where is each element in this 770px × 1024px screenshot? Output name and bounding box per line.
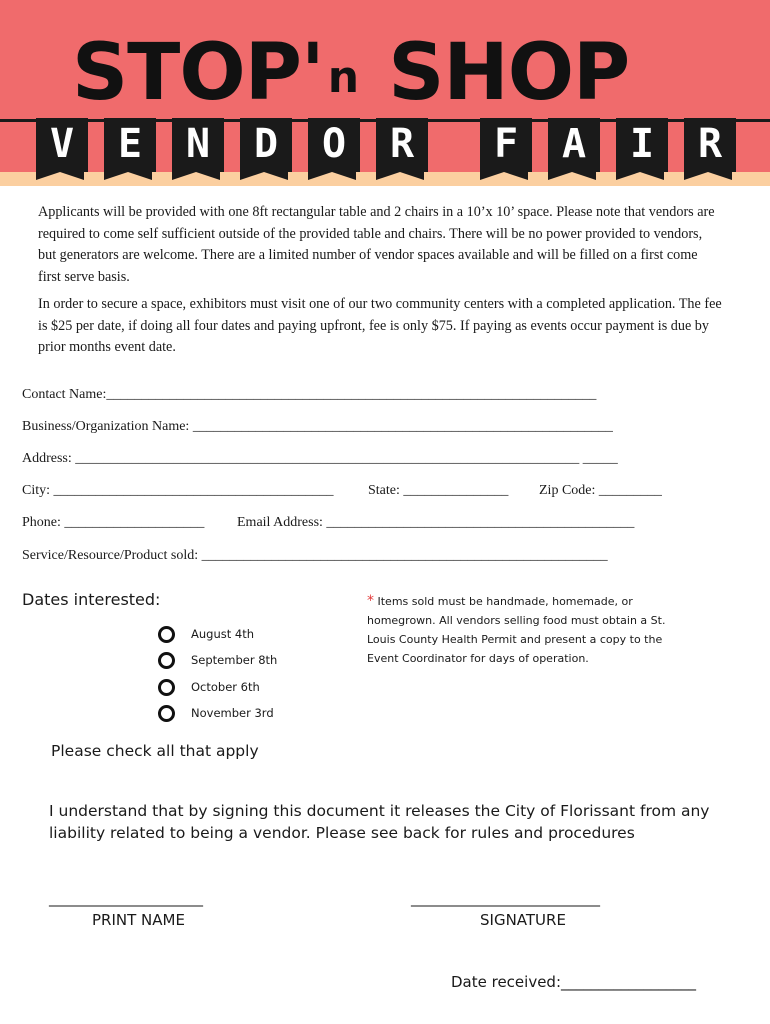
email-field[interactable]: Email Address: ____________________________________________: [237, 515, 635, 530]
dates-interested-label: Dates interested:: [22, 590, 161, 609]
address-field[interactable]: Address: ________________________________________________________________________ _____: [22, 451, 618, 466]
title-n: n: [327, 51, 359, 103]
date-received-field[interactable]: Date received:__________________: [451, 973, 697, 991]
banner-letter: O: [308, 118, 360, 172]
intro-paragraph-1: Applicants will be provided with one 8ft rectangular table and 2 chairs in a 10’x 10’ space. Please note that vendors are required to come self sufficient outside of the provided table and chairs. There will be no power provided to vendors, but generators are welcome. There are a limited number of vendor spaces available and will be filled on a first come first serve basis.: [38, 204, 715, 285]
vendor-requirements-note: [367, 592, 697, 668]
banner-letter: R: [684, 118, 736, 172]
signature-line[interactable]: ___________________________: [411, 891, 600, 907]
title-stop: STOP': [72, 28, 324, 118]
asterisk-icon: *: [367, 593, 374, 609]
banner-letter: I: [616, 118, 668, 172]
banner-letter: N: [172, 118, 224, 172]
banner-letter: D: [240, 118, 292, 172]
date-option-label: October 6th: [191, 680, 260, 694]
radio-circle-icon[interactable]: [158, 626, 175, 643]
date-option-label: August 4th: [191, 627, 255, 641]
date-option-label: November 3rd: [191, 706, 274, 720]
check-all-instruction: Please check all that apply: [51, 742, 259, 760]
intro-paragraph-2: In order to secure a space, exhibitors must visit one of our two community centers with a completed application. The fee is $25 per date, if doing all four dates and paying upfront, fee is only $75. If paying as events occur payment is due by prior months event date.: [38, 296, 722, 355]
business-name-field[interactable]: Business/Organization Name: ____________________________________________________________: [22, 419, 613, 434]
radio-circle-icon[interactable]: [158, 705, 175, 722]
contact-name-field[interactable]: Contact Name:______________________________________________________________________: [22, 387, 597, 402]
service-product-field[interactable]: Service/Resource/Product sold: __________________________________________________________: [22, 548, 608, 563]
radio-circle-icon[interactable]: [158, 679, 175, 696]
print-name-line[interactable]: ______________________: [49, 891, 203, 907]
radio-circle-icon[interactable]: [158, 652, 175, 669]
vendor-fair-banner: [0, 118, 770, 180]
banner-letter: A: [548, 118, 600, 172]
city-field[interactable]: City: ________________________________________: [22, 483, 334, 498]
date-option-label: September 8th: [191, 653, 278, 667]
liability-release-text: I understand that by signing this document it releases the City of Florissant from any liability related to being a vendor. Please see back for rules and procedures: [49, 802, 710, 842]
event-title: [72, 28, 712, 118]
banner-letter: V: [36, 118, 88, 172]
banner-letter: E: [104, 118, 156, 172]
note-text: Items sold must be handmade, homemade, or homegrown. All vendors selling food must obtain a St. Louis County Health Permit and present a copy to the Event Coordinator for days of operation.: [367, 595, 666, 665]
signature-label: SIGNATURE: [480, 911, 566, 929]
phone-field[interactable]: Phone: ____________________: [22, 515, 205, 530]
state-field[interactable]: State: _______________: [368, 483, 509, 498]
zip-code-field[interactable]: Zip Code: _________: [539, 483, 662, 498]
print-name-label: PRINT NAME: [92, 911, 185, 929]
banner-letter: R: [376, 118, 428, 172]
banner-letter: F: [480, 118, 532, 172]
title-shop: SHOP: [362, 28, 630, 118]
